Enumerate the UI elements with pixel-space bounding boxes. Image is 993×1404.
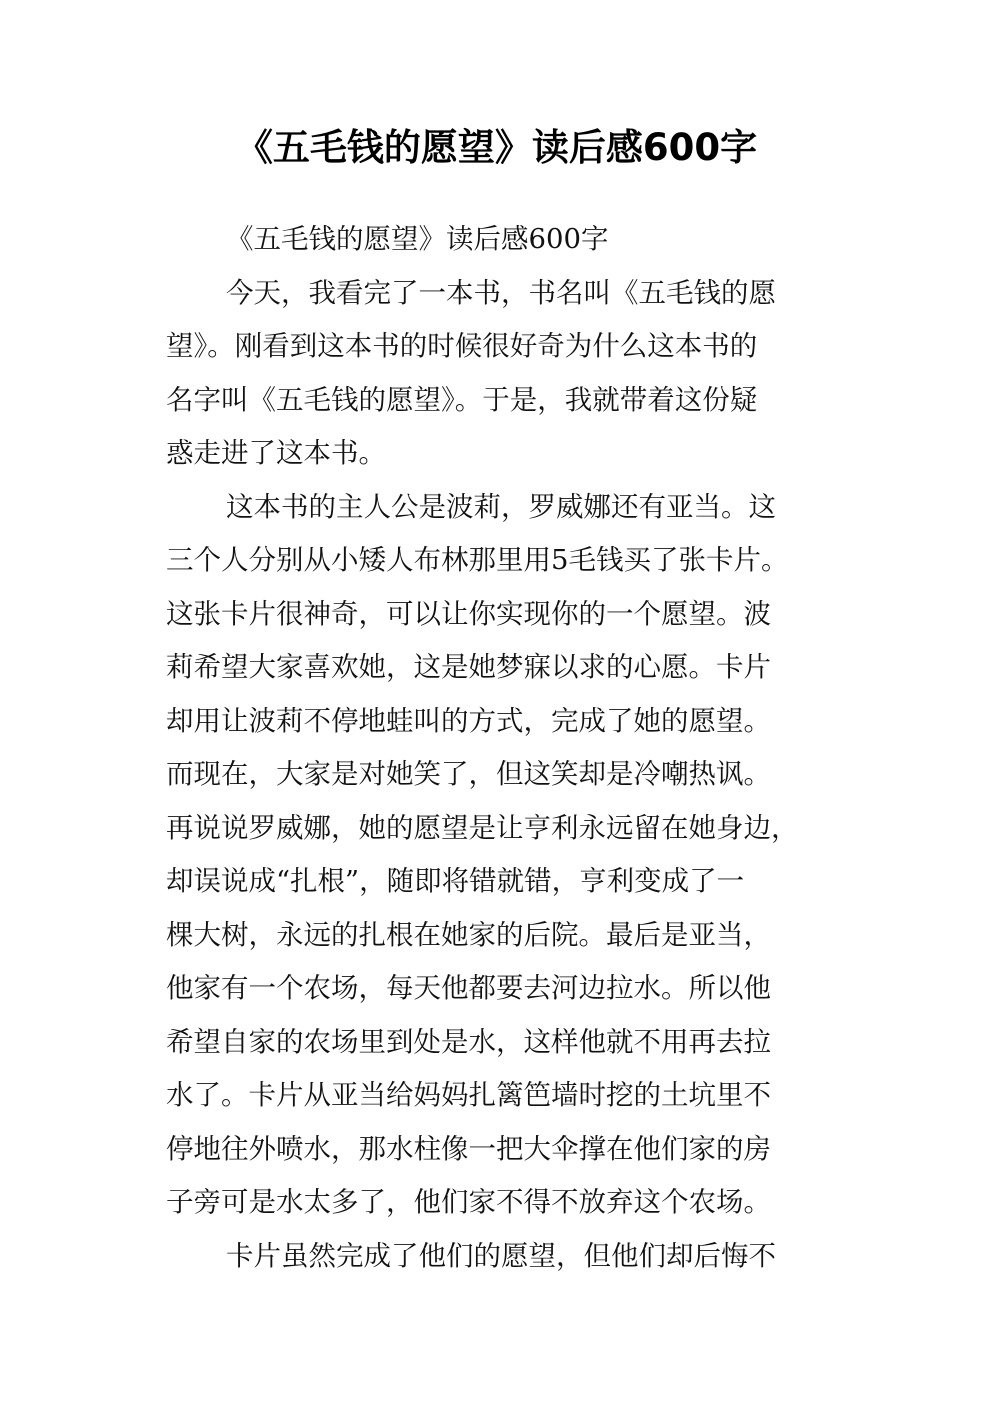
paragraph-2-line-8: 却误说成“扎根”，随即将错就错，亨利变成了一 — [166, 865, 745, 897]
paragraph-1-line-4: 惑走进了这本书。 — [166, 437, 386, 469]
paragraph-2-line-6: 而现在，大家是对她笑了，但这笑却是冷嘲热讽。 — [166, 758, 771, 790]
paragraph-1-line-1: 今天，我看完了一本书，书名叫《五毛钱的愿 — [226, 276, 776, 309]
paragraph-2-line-12: 水了。卡片从亚当给妈妈扎篱笆墙时挖的土坑里不 — [166, 1079, 771, 1111]
paragraph-2-line-4: 莉希望大家喜欢她，这是她梦寐以求的心愿。卡片 — [166, 651, 771, 683]
subtitle-line: 《五毛钱的愿望》读后感600字 — [226, 223, 609, 255]
paragraph-2-line-10: 他家有一个农场，每天他都要去河边拉水。所以他 — [166, 972, 771, 1004]
paragraph-2-line-2: 三个人分别从小矮人布林那里用5毛钱买了张卡片。 — [166, 544, 789, 576]
paragraph-2-line-11: 希望自家的农场里到处是水，这样他就不用再去拉 — [166, 1025, 771, 1058]
paragraph-2-line-14: 子旁可是水太多了，他们家不得不放弃这个农场。 — [166, 1186, 771, 1218]
document-body — [166, 213, 846, 1283]
paragraph-2-line-13: 停地往外喷水，那水柱像一把大伞撑在他们家的房 — [166, 1132, 771, 1165]
paragraph-3-line-1: 卡片虽然完成了他们的愿望，但他们却后悔不 — [226, 1239, 776, 1272]
paragraph-2-line-1: 这本书的主人公是波莉，罗威娜还有亚当。这 — [226, 490, 776, 523]
paragraph-1-line-2: 望》。刚看到这本书的时候很好奇为什么这本书的 — [166, 330, 758, 362]
paragraph-1-line-3: 名字叫《五毛钱的愿望》。于是，我就带着这份疑 — [166, 383, 758, 416]
document-title: 《五毛钱的愿望》读后感600字 — [235, 126, 758, 169]
paragraph-2-line-7: 再说说罗威娜，她的愿望是让亨利永远留在她身边， — [166, 811, 799, 844]
paragraph-2-line-5: 却用让波莉不停地蛙叫的方式，完成了她的愿望。 — [166, 704, 771, 737]
paragraph-2-line-3: 这张卡片很神奇，可以让你实现你的一个愿望。波 — [166, 597, 771, 630]
paragraph-2-line-9: 棵大树，永远的扎根在她家的后院。最后是亚当， — [166, 918, 771, 951]
